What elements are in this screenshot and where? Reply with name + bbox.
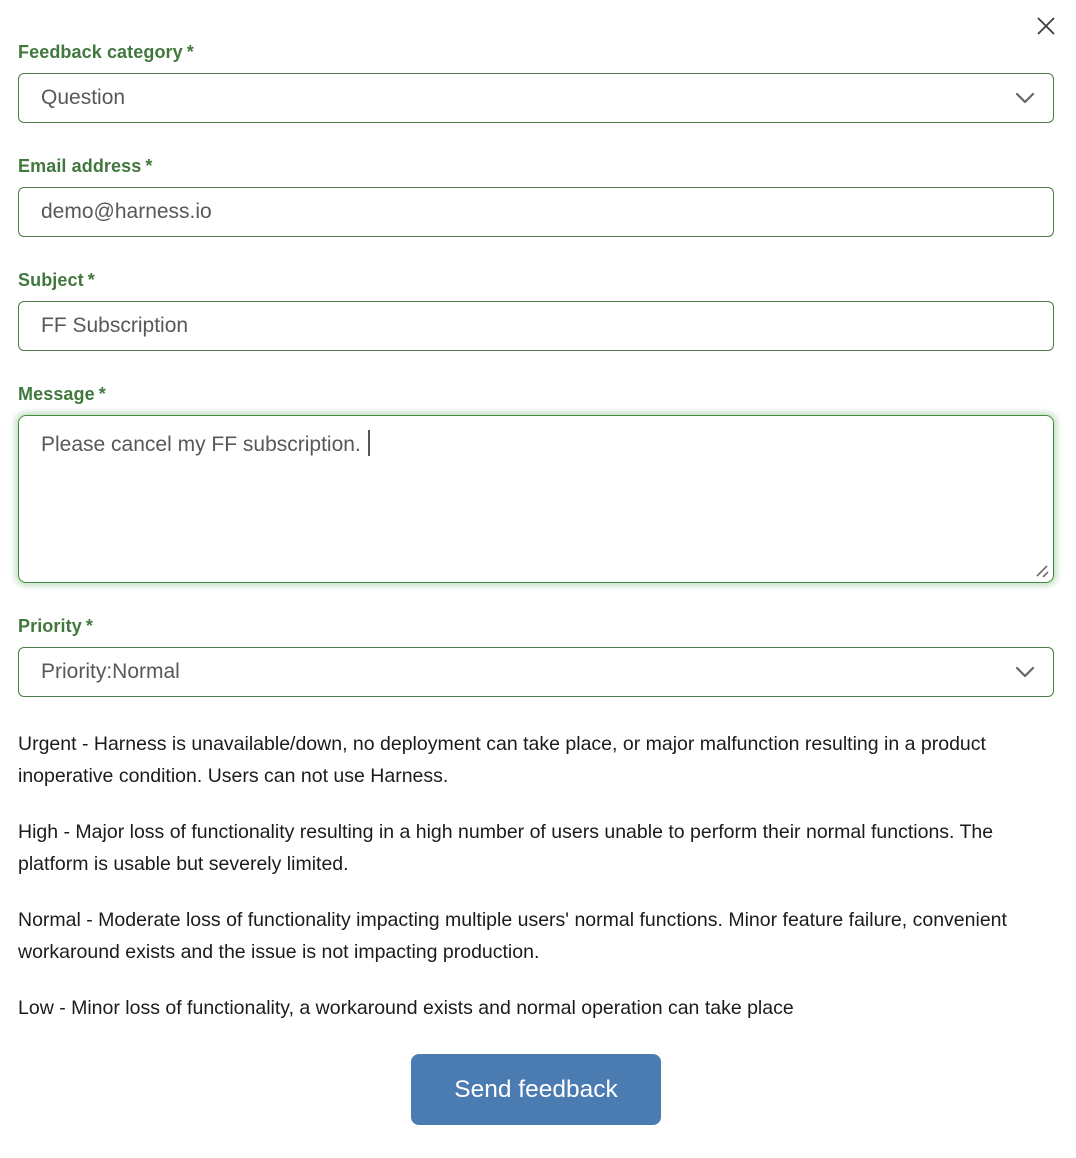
priority-select[interactable] bbox=[18, 647, 1054, 697]
priority-selected-value: Priority:Normal bbox=[41, 660, 180, 683]
feedback-category-selected-value: Question bbox=[41, 86, 126, 109]
priority-description-normal: Normal - Moderate loss of functionality impacting multiple users' normal functions. Minor feature failure, convenient workaround exists and the issue is not impacting production. bbox=[18, 909, 1007, 963]
field-email bbox=[18, 156, 1054, 237]
feedback-category-label bbox=[18, 42, 1054, 63]
message-textarea[interactable] bbox=[18, 415, 1054, 583]
priority-label bbox=[18, 616, 1054, 637]
required-asterisk: * bbox=[85, 616, 93, 636]
message-text: Please cancel my FF subscription. bbox=[41, 433, 361, 456]
email-label bbox=[18, 156, 1054, 177]
subject-input[interactable] bbox=[18, 301, 1054, 351]
field-priority bbox=[18, 616, 1054, 697]
close-button[interactable] bbox=[1032, 12, 1060, 40]
send-feedback-button[interactable]: Send feedback bbox=[411, 1054, 661, 1125]
field-feedback-category bbox=[18, 42, 1054, 123]
priority-description-urgent: Urgent - Harness is unavailable/down, no deployment can take place, or major malfunction resulting in a product inoperative condition. Users can not use Harness. bbox=[18, 733, 986, 787]
priority-label-text: Priority bbox=[18, 616, 82, 636]
required-asterisk: * bbox=[145, 156, 153, 176]
submit-row bbox=[18, 1054, 1054, 1125]
field-subject bbox=[18, 270, 1054, 351]
priority-descriptions bbox=[18, 728, 1054, 1024]
feedback-category-select[interactable] bbox=[18, 73, 1054, 123]
email-input[interactable] bbox=[18, 187, 1054, 237]
text-cursor bbox=[368, 430, 370, 456]
message-label bbox=[18, 384, 1054, 405]
feedback-category-label-text: Feedback category bbox=[18, 42, 183, 62]
email-label-text: Email address bbox=[18, 156, 142, 176]
subject-label bbox=[18, 270, 1054, 291]
subject-label-text: Subject bbox=[18, 270, 84, 290]
chevron-down-icon bbox=[1015, 92, 1035, 104]
chevron-down-icon bbox=[1015, 666, 1035, 678]
required-asterisk: * bbox=[87, 270, 95, 290]
priority-description-low: Low - Minor loss of functionality, a workaround exists and normal operation can take place bbox=[18, 997, 794, 1019]
field-message bbox=[18, 384, 1054, 583]
close-icon bbox=[1035, 15, 1057, 37]
required-asterisk: * bbox=[98, 384, 106, 404]
resize-grip-icon[interactable] bbox=[1034, 563, 1050, 579]
required-asterisk: * bbox=[186, 42, 194, 62]
message-label-text: Message bbox=[18, 384, 95, 404]
priority-description-high: High - Major loss of functionality resulting in a high number of users unable to perform their normal functions. The platform is usable but severely limited. bbox=[18, 821, 994, 875]
